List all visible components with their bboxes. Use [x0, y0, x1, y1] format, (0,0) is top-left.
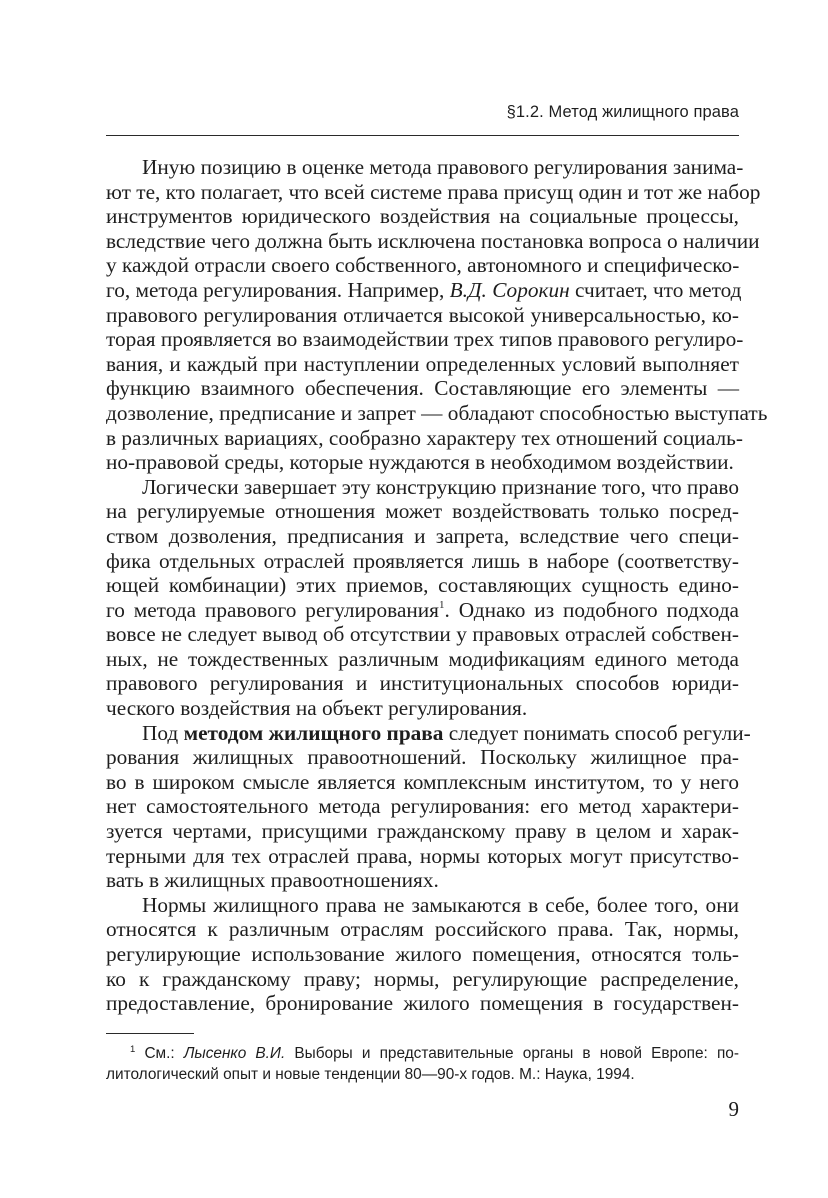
text-line: Иную позицию в оценке метода правового регулирования занима-: [142, 155, 744, 179]
text-fragment: . Однако из подобного подхода: [444, 597, 739, 622]
text-line: на регулируемые отношения может воздействовать только посред-: [106, 499, 739, 524]
text-line: [106, 598, 739, 623]
text-line: дозволение, предписание и запрет — обладают способностью выступать: [106, 400, 768, 425]
paragraph-1: [106, 155, 768, 475]
text-line: предоставление, бронирование жилого помещения в государствен-: [106, 991, 739, 1016]
text-line: Логически завершает эту конструкцию признание того, что право: [142, 474, 739, 499]
page-number: 9: [728, 1097, 739, 1121]
text-line: ных, не тождественных различным модификациям единого метода: [106, 646, 739, 671]
text-line: функцию взаимного обеспечения. Составляющие его элементы —: [106, 376, 739, 401]
text-line: у каждой отрасли своего собственного, автономного и специфическо-: [106, 253, 740, 278]
text-line: относятся к различным отраслям российского права. Так, нормы,: [106, 917, 739, 942]
text-line: ко к гражданскому праву; нормы, регулирующие распределение,: [106, 966, 739, 991]
text-line: ют те, кто полагает, что всей системе права присущ один и тот же набор: [106, 179, 761, 204]
text-line: [106, 720, 751, 746]
text-line: вания, и каждый при наступлении определенных условий выполняет: [106, 351, 739, 376]
text-line: ческого воздействия на объект регулирования.: [106, 696, 528, 721]
text-line: нет самостоятельного метода регулирования: его метод характери-: [106, 794, 739, 819]
text-line: рования жилищных правоотношений. Поскольку жилищное пра-: [106, 745, 739, 770]
text-fragment: следует понимать способ регули-: [443, 720, 751, 745]
text-line: вследствие чего должна быть исключена постановка вопроса о наличии: [106, 228, 760, 253]
footnote-line: [106, 1043, 739, 1064]
text-line: регулирующие использование жилого помещения, относятся толь-: [106, 942, 739, 966]
text-line: во в широком смысле является комплексным институтом, то у него: [106, 769, 739, 794]
footnote-marker: 1: [130, 1044, 136, 1055]
text-line: правового регулирования отличается высокой универсальностью, ко-: [106, 302, 739, 327]
text-line: но-правовой среды, которые нуждаются в необходимом воздействии.: [106, 450, 734, 475]
text-line: ющей комбинации) этих приемов, составляющих сущность едино-: [106, 573, 739, 598]
footnote-author: Лысенко В.И.: [183, 1045, 286, 1062]
text-line: [106, 277, 742, 303]
header-divider: [106, 135, 739, 136]
body-text: [106, 155, 768, 1016]
footnote-line: литологический опыт и новые тенденции 80—90-х годов. М.: Наука, 1994.: [106, 1066, 635, 1083]
paragraph-2: [106, 475, 739, 721]
footnote-divider: [106, 1033, 194, 1034]
footnote-text: Выборы и представительные органы в новой Европе: по-: [285, 1045, 739, 1062]
running-title: §1.2. Метод жилищного права: [506, 103, 739, 121]
text-fragment: го метода правового регулирования: [106, 597, 439, 622]
text-line: торая проявляется во взаимодействии трех типов правового регулиро-: [106, 327, 744, 352]
text-fragment: го, метода регулирования. Например,: [106, 277, 450, 302]
text-line: ством дозволения, предписания и запрета, вследствие чего специ-: [106, 523, 739, 548]
text-line: фика отдельных отраслей проявляется лишь в наборе (соответству-: [106, 548, 739, 573]
text-line: зуется чертами, присущими гражданскому праву в целом и харак-: [106, 819, 739, 844]
text-line: вать в жилищных правоотношениях.: [106, 868, 439, 893]
footnote-reference[interactable]: 1: [438, 598, 445, 611]
paragraph-3: [106, 720, 751, 893]
text-line: вовсе не следует вывод об отсутствии у правовых отраслей собствен-: [106, 622, 739, 647]
text-line: Нормы жилищного права не замыкаются в себе, более того, они: [142, 892, 739, 917]
text-fragment: считает, что метод: [569, 277, 742, 302]
defined-term: методом жилищного права: [183, 720, 444, 745]
cited-author: В.Д. Сорокин: [449, 277, 570, 302]
text-line: правового регулирования и институциональных способов юриди-: [106, 671, 739, 696]
paragraph-4: [106, 893, 739, 1016]
text-line: в различных вариациях, сообразно характеру тех отношений социаль-: [106, 425, 743, 450]
footnote-prefix: См.:: [135, 1045, 184, 1062]
text-fragment: Под: [142, 720, 184, 745]
footnote: [106, 1043, 739, 1085]
text-line: терными для тех отраслей права, нормы которых могут присутство-: [106, 843, 739, 868]
text-line: инструментов юридического воздействия на социальные процессы,: [106, 204, 739, 229]
